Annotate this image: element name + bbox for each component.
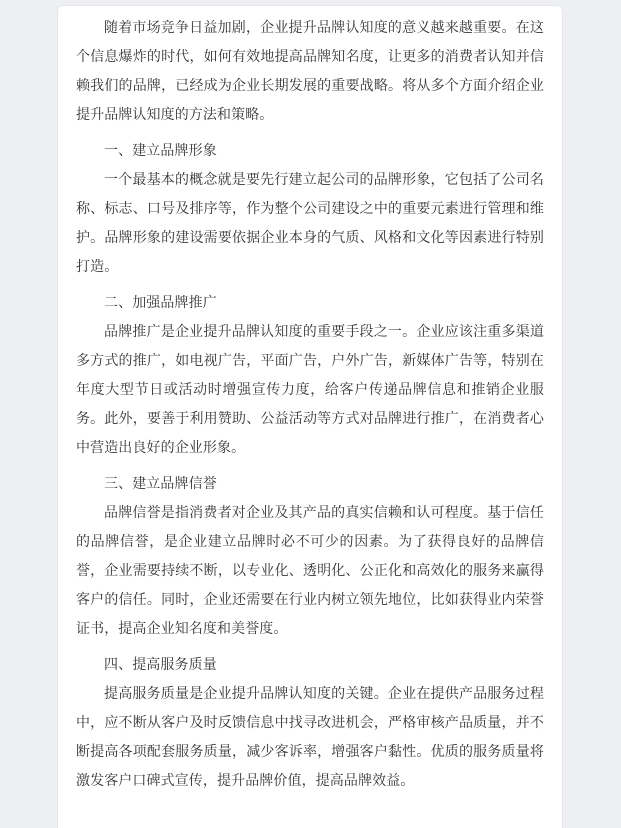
- section-3-heading: 三、建立品牌信誉: [104, 475, 217, 491]
- section-1-body: 一个最基本的概念就是要先行建立起公司的品牌形象，它包括了公司名称、标志、口号及排序等，作为整个公司建设之中的重要元素进行管理和维护。品牌形象的建设需要依据企业本身的气质、风格和文化等因素进行特别打造。: [76, 171, 544, 274]
- document-page: [57, 5, 563, 828]
- section-2-body: 品牌推广是企业提升品牌认知度的重要手段之一。企业应该注重多渠道多方式的推广，如电视广告，平面广告，户外广告，新媒体广告等，特别在年度大型节日或活动时增强宣传力度，给客户传递品牌信息和推销企业服务。此外，要善于利用赞助、公益活动等方式对品牌进行推广，在消费者心中营造出良好的企业形象。: [76, 323, 544, 455]
- section-4-heading: 四、提高服务质量: [104, 656, 217, 672]
- section-3-body: 品牌信誉是指消费者对企业及其产品的真实信赖和认可程度。基于信任的品牌信誉，是企业建立品牌时必不可少的因素。为了获得良好的品牌信誉，企业需要持续不断，以专业化、透明化、公正化和高效化的服务来赢得客户的信任。同时，企业还需要在行业内树立领先地位，比如获得业内荣誉证书，提高企业知名度和美誉度。: [76, 504, 544, 636]
- section-4-body: 提高服务质量是企业提升品牌认知度的关键。企业在提供产品服务过程中，应不断从客户及时反馈信息中找寻改进机会，严格审核产品质量，并不断提高各项配套服务质量，减少客诉率，增强客户黏性。优质的服务质量将激发客户口碑式宣传，提升品牌价值，提高品牌效益。: [76, 685, 544, 788]
- section-1-heading: 一、建立品牌形象: [104, 142, 217, 158]
- intro-paragraph: 随着市场竞争日益加剧，企业提升品牌认知度的意义越来越重要。在这个信息爆炸的时代，如何有效地提高品牌知名度，让更多的消费者认知并信赖我们的品牌，已经成为企业长期发展的重要战略。将从多个方面介绍企业提升品牌认知度的方法和策略。: [76, 19, 544, 122]
- section-2-heading: 二、加强品牌推广: [104, 294, 217, 310]
